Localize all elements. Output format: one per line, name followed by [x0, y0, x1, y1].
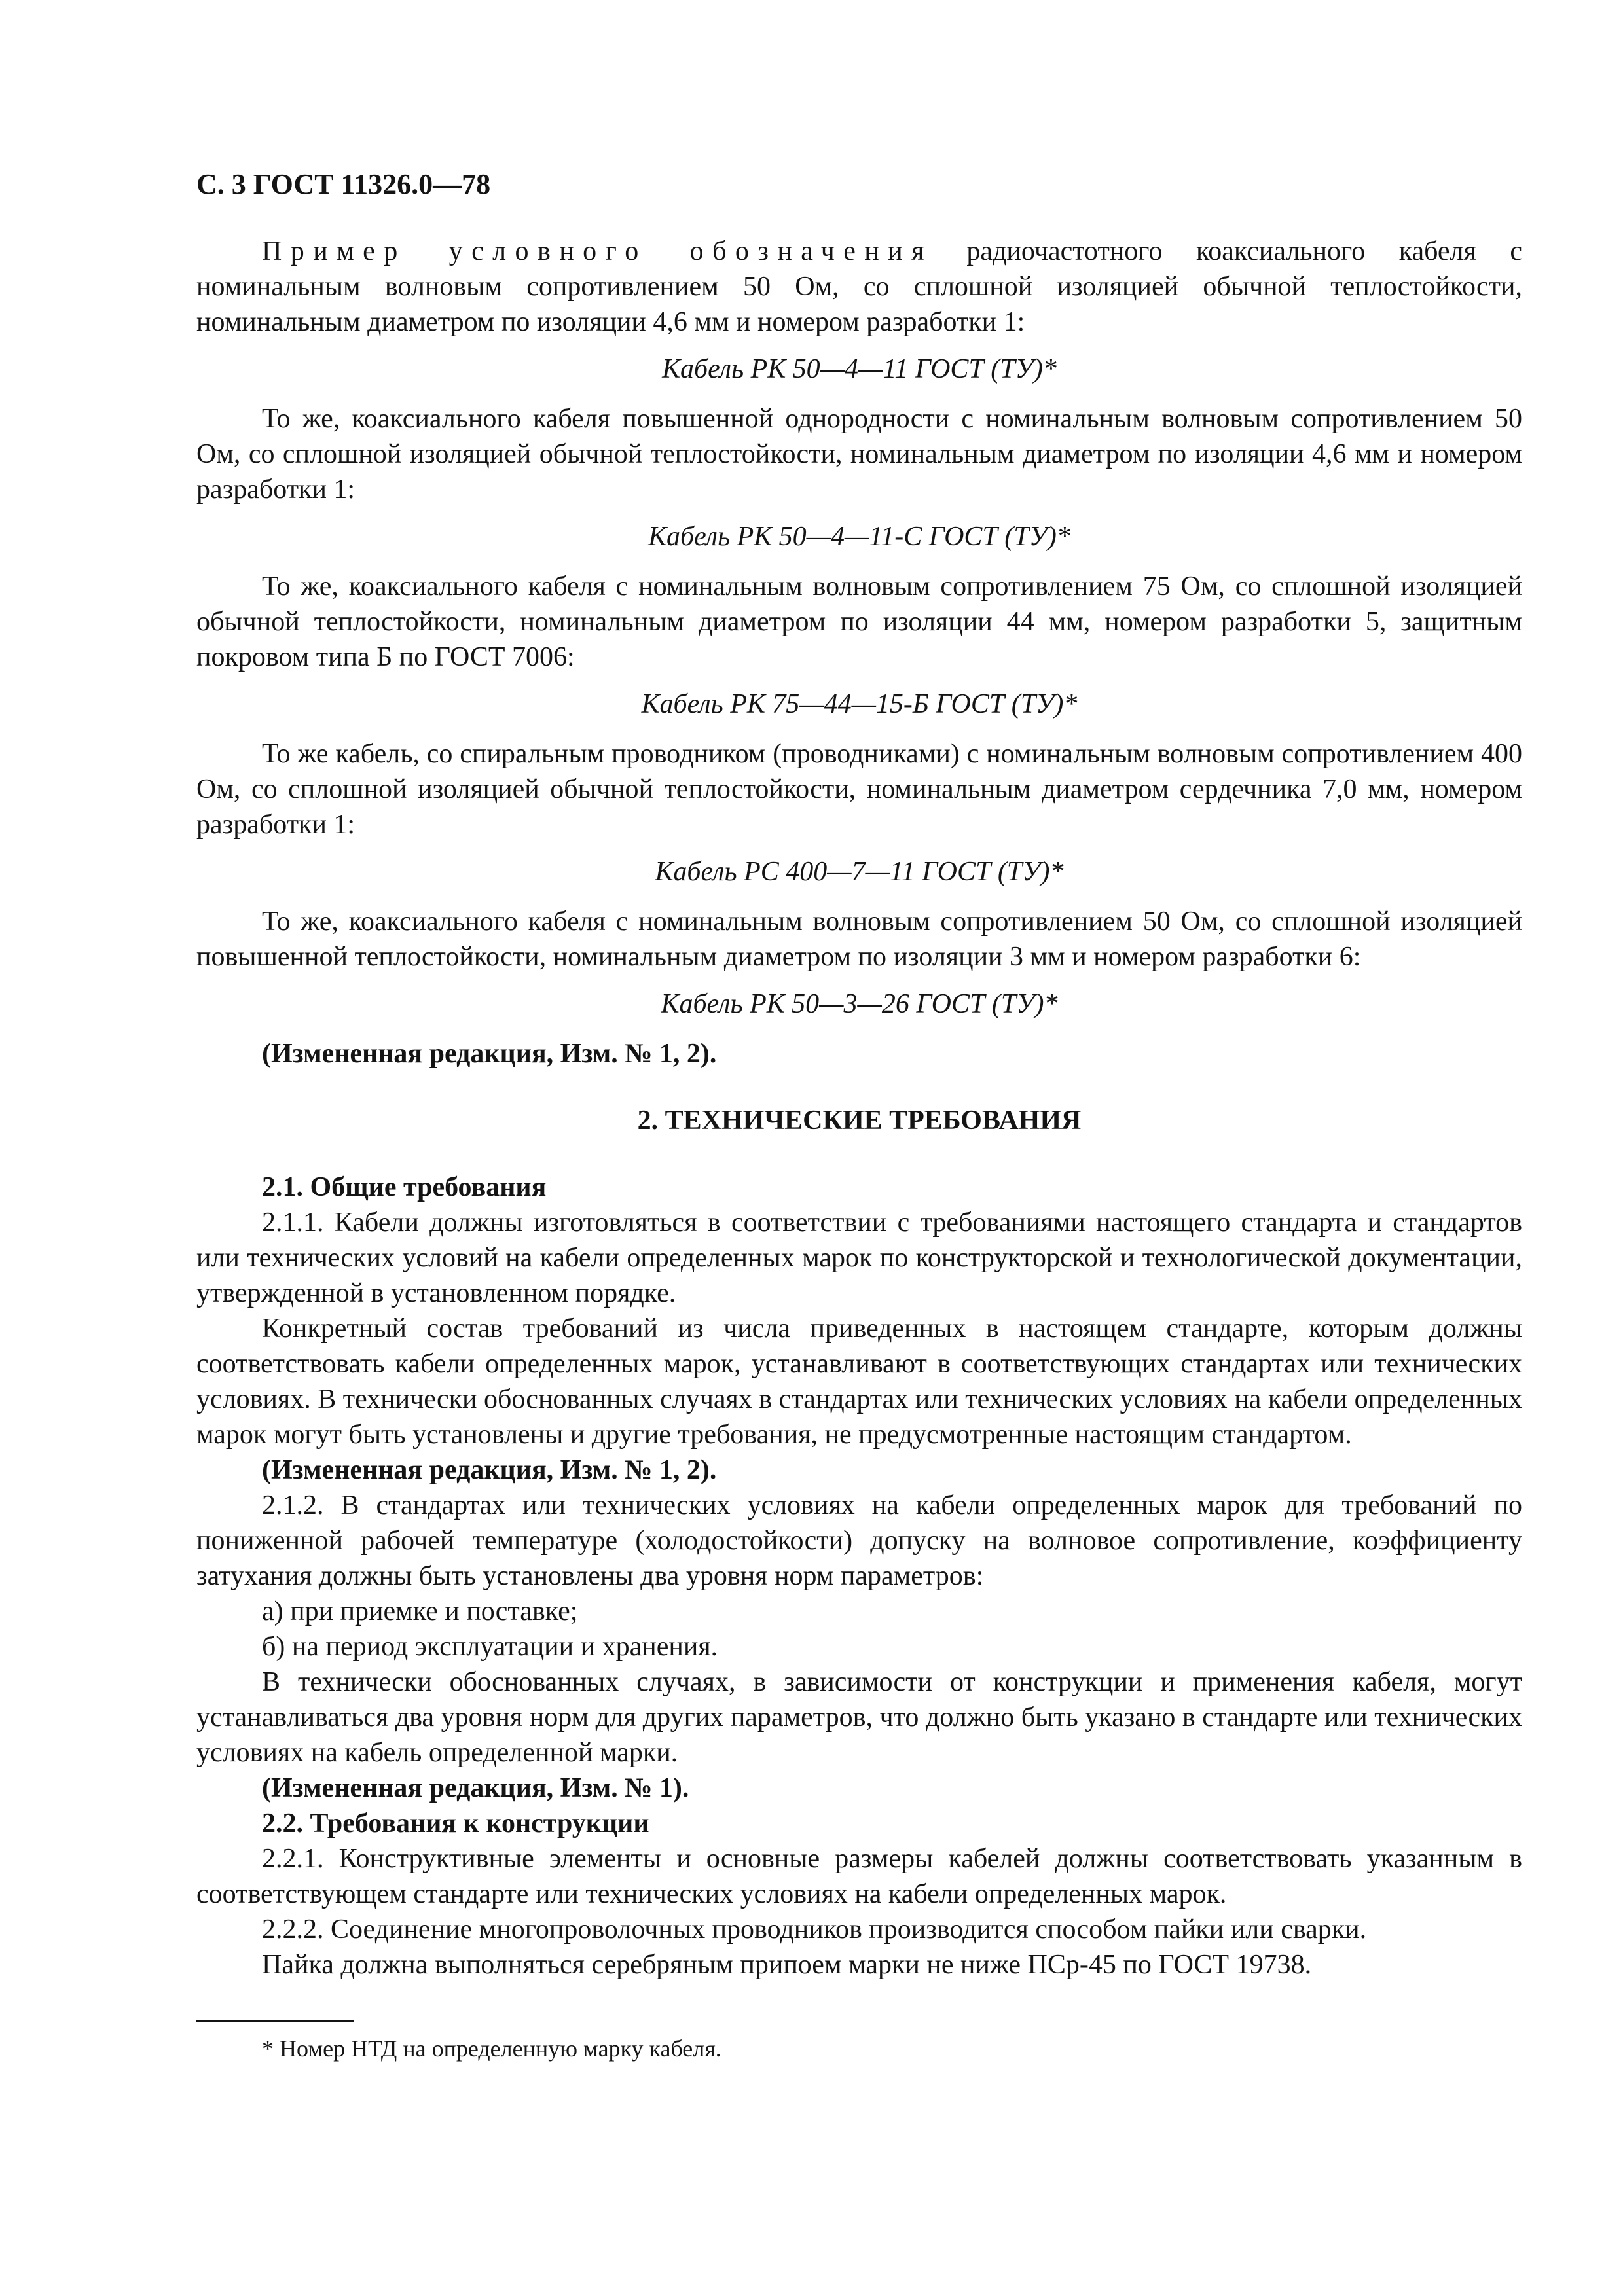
- example-paragraph-2: То же, коаксиального кабеля повышенной однородности с номинальным волновым сопротивлением 50 Ом, со сплошной изоляцией обычной теплостойкости, номинальным диаметром по изоляции 4,6 мм и номером разработки 1:: [196, 404, 1522, 505]
- example-paragraph-3: То же, коаксиального кабеля с номинальным волновым сопротивлением 75 Ом, со сплошной изоляцией обычной теплостойкости, номинальным диаметром по изоляции 44 мм, номером разработки 5, защитным покровом типа Б по ГОСТ 7006:: [196, 571, 1522, 672]
- clause-2-1-2: 2.1.2. В стандартах или технических условиях на кабели определенных марок для требований по пониженной рабочей температуре (холодостойкости) допуску на волновое сопротивление, коэффициенту затухания должны быть установлены два уровня норм параметров:: [196, 1490, 1522, 1591]
- amendment-note-3: (Измененная редакция, Изм. № 1).: [262, 1773, 689, 1803]
- example-paragraph-4: То же кабель, со спиральным проводником (проводниками) с номинальным волновым сопротивлением 400 Ом, со сплошной изоляцией обычной теплостойкости, номинальным диаметром сердечника 7,0 мм, номером разработки 1:: [196, 739, 1522, 840]
- clause-2-1-1: 2.1.1. Кабели должны изготовляться в соответствии с требованиями настоящего стандарта и стандартов или технических условий на кабели определенных марок по конструкторской и технологической документации, утвержденной в установленном порядке.: [196, 1208, 1522, 1308]
- subsection-title-2-2: 2.2. Требования к конструкции: [262, 1808, 649, 1839]
- designation-formula-2: Кабель РК 50—4—11-С ГОСТ (ТУ)*: [648, 522, 1070, 552]
- document-page: [196, 167, 1522, 2064]
- example-paragraph-5: То же, коаксиального кабеля с номинальным волновым сопротивлением 50 Ом, со сплошной изоляцией повышенной теплостойкости, номинальным диаметром по изоляции 3 мм и номером разработки 6:: [196, 906, 1522, 972]
- example-intro: [196, 234, 1522, 340]
- clause-2-2-2-continuation: Пайка должна выполняться серебряным припоем марки не ниже ПСр-45 по ГОСТ 19738.: [262, 1950, 1312, 1980]
- designation-formula-5: Кабель РК 50—3—26 ГОСТ (ТУ)*: [661, 989, 1058, 1019]
- footnote: * Номер НТД на определенную марку кабеля.: [262, 2036, 721, 2062]
- designation-formula-1: Кабель РК 50—4—11 ГОСТ (ТУ)*: [662, 354, 1057, 384]
- designation-formula-3: Кабель РК 75—44—15-Б ГОСТ (ТУ)*: [641, 689, 1078, 719]
- page-header: С. 3 ГОСТ 11326.0—78: [196, 168, 491, 200]
- clause-2-2-1: 2.2.1. Конструктивные элементы и основные размеры кабелей должны соответствовать указанным в соответствующем стандарте или технических условиях на кабели определенных марок.: [196, 1844, 1522, 1909]
- clause-2-1-1-continuation: Конкретный состав требований из числа приведенных в настоящем стандарте, которым должны соответствовать кабели определенных марок, устанавливают в соответствующих стандартах или технических условиях. В технически обоснованных случаях в стандартах или технических условиях на кабели определенных марок могут быть установлены и другие требования, не предусмотренные настоящим стандартом.: [196, 1314, 1522, 1450]
- clause-2-1-2-continuation: В технически обоснованных случаях, в зависимости от конструкции и применения кабеля, могут устанавливаться два уровня норм для других параметров, что должно быть указано в стандарте или технических условиях на кабель определенной марки.: [196, 1667, 1522, 1768]
- example-intro-rest: радиочастотного коаксиального кабеля с номинальным волновым сопротивлением 50 Ом, со сплошной изоляцией обычной теплостойкости, номинальным диаметром по изоляции 4,6 мм и номером разработки 1:: [196, 236, 1522, 337]
- list-item-a: а) при приемке и поставке;: [262, 1596, 578, 1626]
- example-intro-spaced: Пример условного обозначения: [262, 236, 933, 266]
- subsection-title-2-1: 2.1. Общие требования: [262, 1172, 547, 1202]
- footnote-divider: [196, 2020, 354, 2022]
- designation-formula-4: Кабель РС 400—7—11 ГОСТ (ТУ)*: [655, 857, 1064, 887]
- amendment-note: (Измененная редакция, Изм. № 1, 2).: [262, 1039, 717, 1069]
- amendment-note-2: (Измененная редакция, Изм. № 1, 2).: [262, 1455, 717, 1485]
- list-item-b: б) на период эксплуатации и хранения.: [262, 1632, 718, 1662]
- clause-2-2-2: 2.2.2. Соединение многопроволочных проводников производится способом пайки или сварки.: [262, 1914, 1367, 1945]
- section-title: 2. ТЕХНИЧЕСКИЕ ТРЕБОВАНИЯ: [637, 1105, 1082, 1136]
